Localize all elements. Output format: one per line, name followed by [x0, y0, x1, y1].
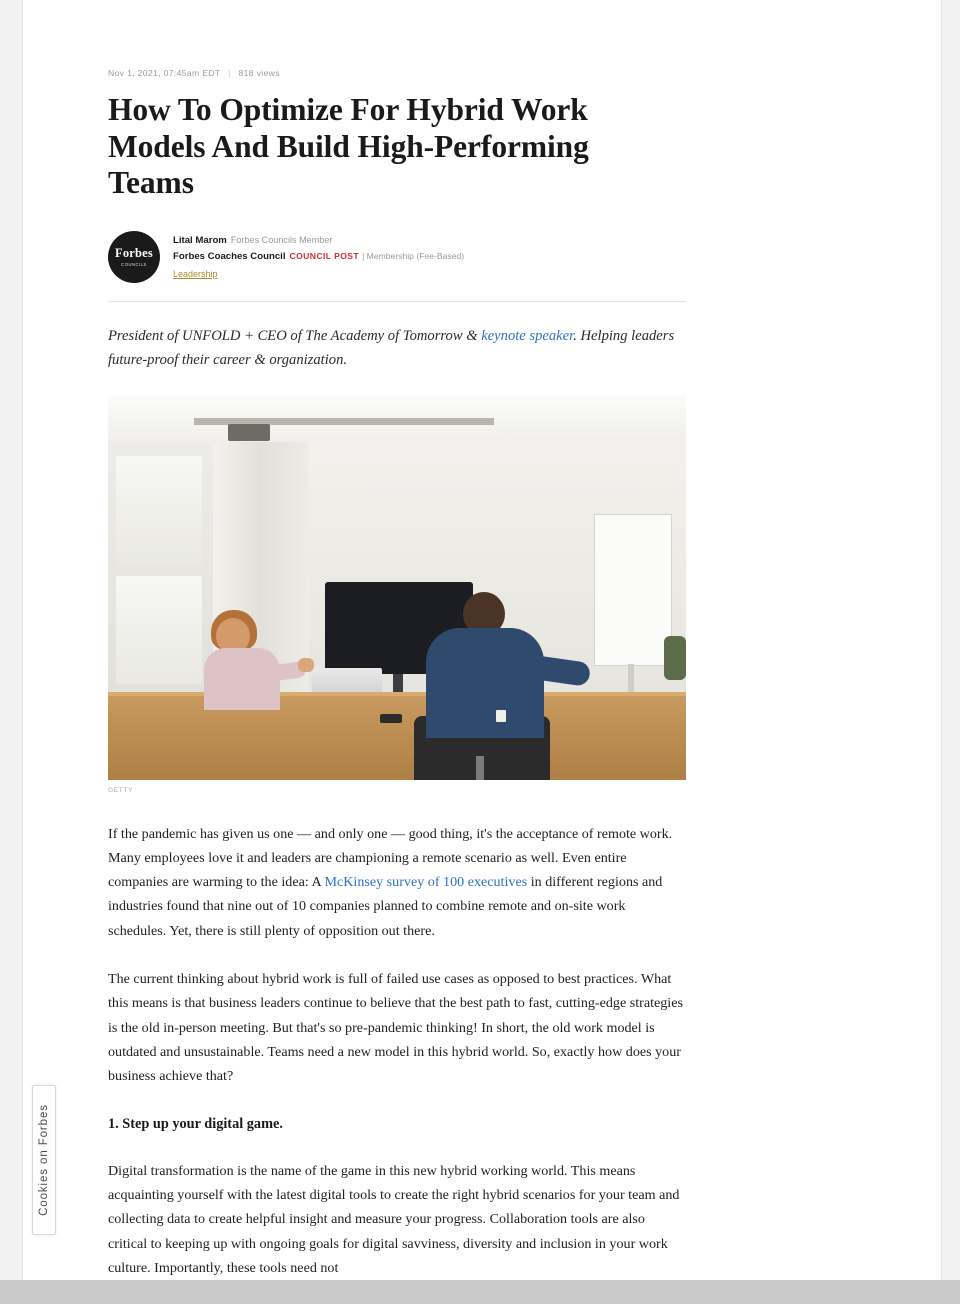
- keynote-speaker-link[interactable]: keynote speaker: [481, 327, 574, 344]
- hero-photo: [108, 396, 686, 780]
- photo-credit: GETTY: [108, 786, 133, 794]
- cookies-on-forbes-label: Cookies on Forbes: [38, 1104, 50, 1216]
- article-meta: [108, 68, 686, 78]
- mckinsey-survey-link[interactable]: McKinsey survey of 100 executives: [324, 874, 528, 891]
- council-name[interactable]: Forbes Coaches Council: [173, 250, 286, 262]
- council-post-badge: COUNCIL POST: [289, 250, 360, 261]
- author-standfirst: [108, 324, 686, 372]
- paragraph-2: The current thinking about hybrid work is full of failed use cases as opposed to best practices. What this means is that business leaders continue to believe that the best path to fast, cutting-edge strategies is the old in-person meeting. But that's so pre-pandemic thinking! In short, the old work model is outdated and unsustainable. Teams need a new model in this hybrid world. So, exactly how does your business achieve that?: [108, 970, 683, 1085]
- paragraph-1-part-b: in different regions and industries found that nine out of 10 companies planned to combine remote and on-site work schedules. Yet, there is still plenty of opposition out there.: [108, 874, 663, 939]
- publish-date: Nov 1, 2021, 07:45am EDT: [108, 68, 221, 78]
- badge-sublabel: COUNCILS: [121, 261, 147, 267]
- byline-council-row: [173, 248, 464, 264]
- cookies-on-forbes-tab[interactable]: [32, 1085, 56, 1235]
- forbes-councils-badge-icon: [108, 231, 160, 283]
- standfirst-after: . Helping leaders future-proof their career & organization.: [108, 327, 675, 368]
- article-body: [108, 822, 686, 1281]
- byline-text: [173, 229, 464, 282]
- badge-wordmark: Forbes: [115, 245, 153, 260]
- paragraph-1-part-a: If the pandemic has given us one — and only one — good thing, it's the acceptance of remote work. Many employees love it and leaders are championing a remote scenario as well. Even entire companies are warming to the idea: A: [108, 825, 673, 891]
- left-gutter: [0, 0, 23, 1280]
- article-container: [108, 0, 686, 1304]
- standfirst-before: President of UNFOLD + CEO of The Academy of Tomorrow &: [108, 327, 482, 344]
- author-role: Forbes Councils Member: [230, 234, 333, 245]
- membership-note: | Membership (Fee-Based): [362, 250, 465, 261]
- subheading-1: 1. Step up your digital game.: [108, 1116, 283, 1133]
- topic-link-leadership[interactable]: Leadership: [173, 268, 218, 279]
- author-name[interactable]: Lital Marom: [173, 234, 227, 246]
- article-figure: [108, 396, 686, 794]
- byline: [108, 229, 686, 302]
- right-gutter: [941, 0, 960, 1280]
- byline-author-row: [173, 232, 464, 248]
- meta-separator: |: [228, 68, 231, 78]
- paragraph-3: Digital transformation is the name of the game in this new hybrid working world. This means acquainting yourself with the latest digital tools to create the right hybrid scenarios for your team and collecting data to create helpful insight and measure your progress. Collaboration tools are also critical to keeping up with ongoing goals for digital savviness, diversity and inclusion in your work culture. Importantly, these tools need not: [108, 1162, 680, 1276]
- paragraph-1: [108, 822, 686, 943]
- page-title: How To Optimize For Hybrid Work Models And Build High-Performing Teams: [108, 92, 589, 200]
- view-count: 818 views: [238, 68, 280, 78]
